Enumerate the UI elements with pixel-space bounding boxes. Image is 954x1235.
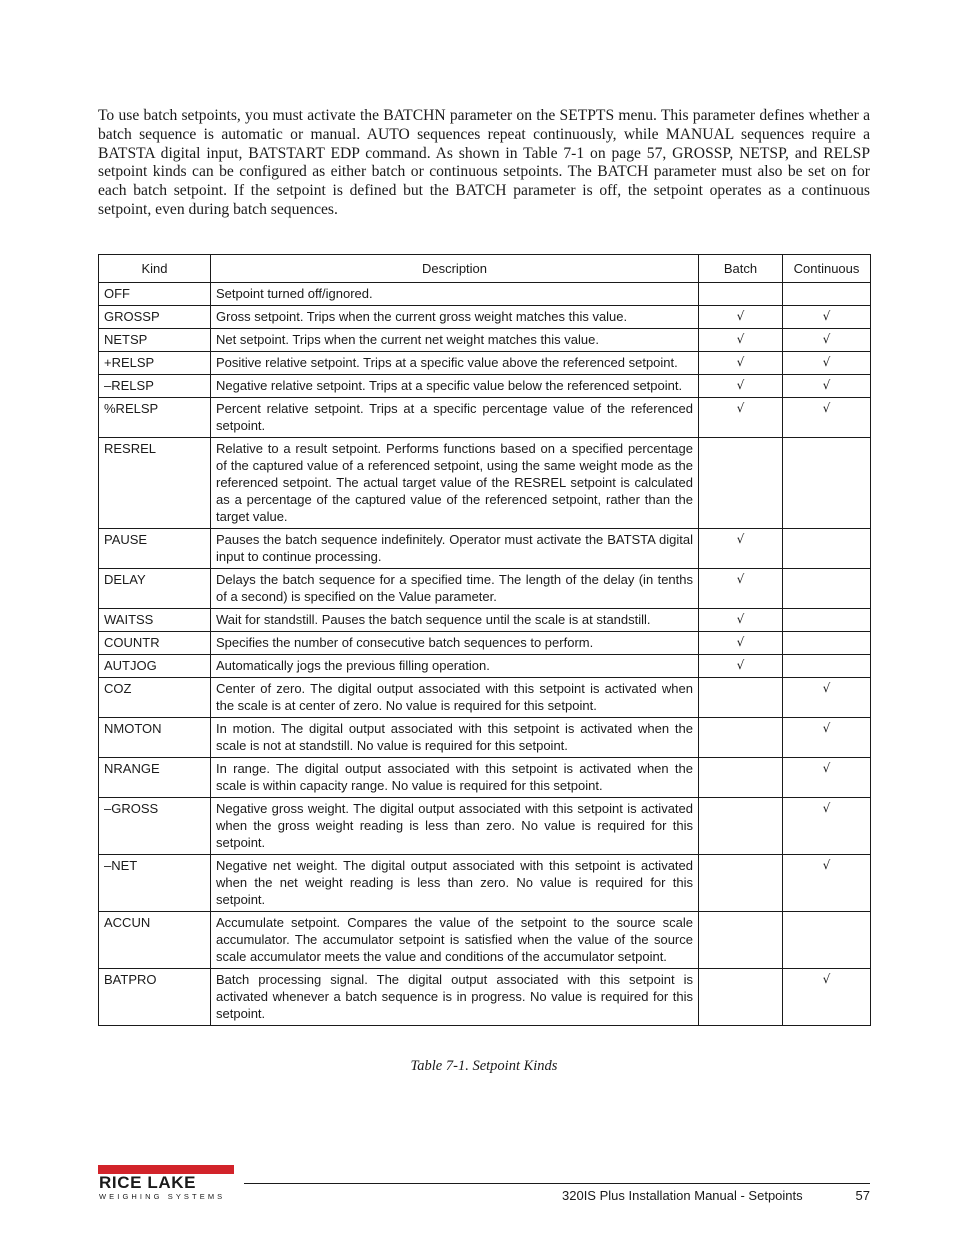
- header-description: Description: [211, 255, 699, 283]
- continuous-cell: [783, 529, 871, 569]
- logo-name: RICE LAKE: [99, 1173, 197, 1192]
- table-row: [99, 609, 871, 632]
- batch-cell: [699, 798, 783, 855]
- table-row: [99, 375, 871, 398]
- header-kind: Kind: [99, 255, 211, 283]
- table-row: [99, 678, 871, 718]
- batch-cell: √: [699, 375, 783, 398]
- footer-title: 320IS Plus Installation Manual - Setpoints: [562, 1188, 803, 1203]
- table-row: [99, 655, 871, 678]
- kind-cell: WAITSS: [99, 609, 211, 632]
- description-cell: Relative to a result setpoint. Performs functions based on a specified percentage of the captured value of a referenced setpoint, using the same weight mode as the referenced setpoint. The actual target value of the RESREL setpoint is calculated as a percentage of the captured value of the referenced setpoint, rather than the target value.: [211, 438, 699, 529]
- table-row: [99, 855, 871, 912]
- continuous-cell: [783, 569, 871, 609]
- continuous-cell: [783, 283, 871, 306]
- kind-cell: AUTJOG: [99, 655, 211, 678]
- header-continuous: Continuous: [783, 255, 871, 283]
- kind-cell: –RELSP: [99, 375, 211, 398]
- table-row: [99, 758, 871, 798]
- kind-cell: –GROSS: [99, 798, 211, 855]
- batch-cell: √: [699, 352, 783, 375]
- table-row: [99, 632, 871, 655]
- description-cell: Negative relative setpoint. Trips at a specific value below the referenced setpoint.: [211, 375, 699, 398]
- kind-cell: ACCUN: [99, 912, 211, 969]
- continuous-cell: √: [783, 969, 871, 1026]
- rice-lake-logo: [98, 1165, 236, 1201]
- description-cell: Setpoint turned off/ignored.: [211, 283, 699, 306]
- description-cell: Delays the batch sequence for a specified time. The length of the delay (in tenths of a second) is specified on the Value parameter.: [211, 569, 699, 609]
- batch-cell: √: [699, 306, 783, 329]
- continuous-cell: √: [783, 758, 871, 798]
- description-cell: Pauses the batch sequence indefinitely. Operator must activate the BATSTA digital input to continue processing.: [211, 529, 699, 569]
- continuous-cell: √: [783, 352, 871, 375]
- description-cell: Accumulate setpoint. Compares the value of the setpoint to the source scale accumulator. The accumulator setpoint is satisfied when the value of the source scale accumulator meets the value and conditions of the accumulator setpoint.: [211, 912, 699, 969]
- setpoint-kinds-table: [98, 254, 871, 1026]
- kind-cell: BATPRO: [99, 969, 211, 1026]
- continuous-cell: √: [783, 718, 871, 758]
- table-row: [99, 438, 871, 529]
- batch-cell: [699, 283, 783, 306]
- kind-cell: NRANGE: [99, 758, 211, 798]
- logo-subtitle: WEIGHING SYSTEMS: [99, 1192, 226, 1201]
- batch-cell: √: [699, 655, 783, 678]
- batch-cell: [699, 969, 783, 1026]
- description-cell: In range. The digital output associated with this setpoint is activated when the scale is within capacity range. No value is required for this setpoint.: [211, 758, 699, 798]
- description-cell: In motion. The digital output associated with this setpoint is activated when the scale is not at standstill. No value is required for this setpoint.: [211, 718, 699, 758]
- continuous-cell: √: [783, 329, 871, 352]
- description-cell: Automatically jogs the previous filling operation.: [211, 655, 699, 678]
- page-number: 57: [855, 1188, 870, 1203]
- table-row: [99, 398, 871, 438]
- continuous-cell: √: [783, 306, 871, 329]
- description-cell: Positive relative setpoint. Trips at a specific value above the referenced setpoint.: [211, 352, 699, 375]
- intro-paragraph: To use batch setpoints, you must activate the BATCHN parameter on the SETPTS menu. This parameter defines whether a batch sequence is automatic or manual. AUTO sequences repeat continuously, while MANUAL sequences require a BATSTA digital input, BATSTART EDP command. As shown in Table 7-1 on page 57, GROSSP, NETSP, and RELSP setpoint kinds can be configured as either batch or continuous setpoints. The BATCH parameter must also be set on for each batch setpoint. If the setpoint is defined but the BATCH parameter is off, the setpoint operates as a continuous setpoint, even during batch sequences.: [98, 107, 870, 218]
- kind-cell: OFF: [99, 283, 211, 306]
- description-cell: Net setpoint. Trips when the current net weight matches this value.: [211, 329, 699, 352]
- batch-cell: √: [699, 398, 783, 438]
- description-cell: Wait for standstill. Pauses the batch sequence until the scale is at standstill.: [211, 609, 699, 632]
- batch-cell: √: [699, 529, 783, 569]
- description-cell: Specifies the number of consecutive batch sequences to perform.: [211, 632, 699, 655]
- kind-cell: NETSP: [99, 329, 211, 352]
- description-cell: Negative gross weight. The digital output associated with this setpoint is activated when the gross weight reading is less than zero. No value is required for this setpoint.: [211, 798, 699, 855]
- description-cell: Negative net weight. The digital output associated with this setpoint is activated when the net weight reading is less than zero. No value is required for this setpoint.: [211, 855, 699, 912]
- batch-cell: [699, 718, 783, 758]
- continuous-cell: √: [783, 855, 871, 912]
- kind-cell: COZ: [99, 678, 211, 718]
- kind-cell: PAUSE: [99, 529, 211, 569]
- table-row: [99, 798, 871, 855]
- description-cell: Center of zero. The digital output associated with this setpoint is activated when the scale is at center of zero. No value is required for this setpoint.: [211, 678, 699, 718]
- continuous-cell: √: [783, 678, 871, 718]
- batch-cell: [699, 912, 783, 969]
- table-row: [99, 912, 871, 969]
- kind-cell: –NET: [99, 855, 211, 912]
- batch-cell: √: [699, 632, 783, 655]
- continuous-cell: [783, 609, 871, 632]
- kind-cell: %RELSP: [99, 398, 211, 438]
- kind-cell: +RELSP: [99, 352, 211, 375]
- table-row: [99, 329, 871, 352]
- table-row: [99, 306, 871, 329]
- kind-cell: RESREL: [99, 438, 211, 529]
- continuous-cell: [783, 912, 871, 969]
- batch-cell: √: [699, 569, 783, 609]
- continuous-cell: √: [783, 398, 871, 438]
- table-caption: Table 7-1. Setpoint Kinds: [410, 1058, 558, 1074]
- table-row: [99, 969, 871, 1026]
- kind-cell: NMOTON: [99, 718, 211, 758]
- continuous-cell: [783, 438, 871, 529]
- continuous-cell: √: [783, 798, 871, 855]
- continuous-cell: [783, 655, 871, 678]
- description-cell: Percent relative setpoint. Trips at a specific percentage value of the referenced setpoint.: [211, 398, 699, 438]
- batch-cell: √: [699, 609, 783, 632]
- batch-cell: [699, 438, 783, 529]
- kind-cell: COUNTR: [99, 632, 211, 655]
- footer-rule: [244, 1183, 870, 1184]
- description-cell: Batch processing signal. The digital output associated with this setpoint is activated whenever a batch sequence is in progress. No value is required for this setpoint.: [211, 969, 699, 1026]
- batch-cell: [699, 855, 783, 912]
- table-row: [99, 718, 871, 758]
- table-row: [99, 529, 871, 569]
- table-header-row: [99, 255, 871, 283]
- kind-cell: GROSSP: [99, 306, 211, 329]
- table-row: [99, 569, 871, 609]
- table-row: [99, 352, 871, 375]
- table-row: [99, 283, 871, 306]
- batch-cell: [699, 758, 783, 798]
- continuous-cell: [783, 632, 871, 655]
- description-cell: Gross setpoint. Trips when the current gross weight matches this value.: [211, 306, 699, 329]
- batch-cell: √: [699, 329, 783, 352]
- batch-cell: [699, 678, 783, 718]
- continuous-cell: √: [783, 375, 871, 398]
- kind-cell: DELAY: [99, 569, 211, 609]
- header-batch: Batch: [699, 255, 783, 283]
